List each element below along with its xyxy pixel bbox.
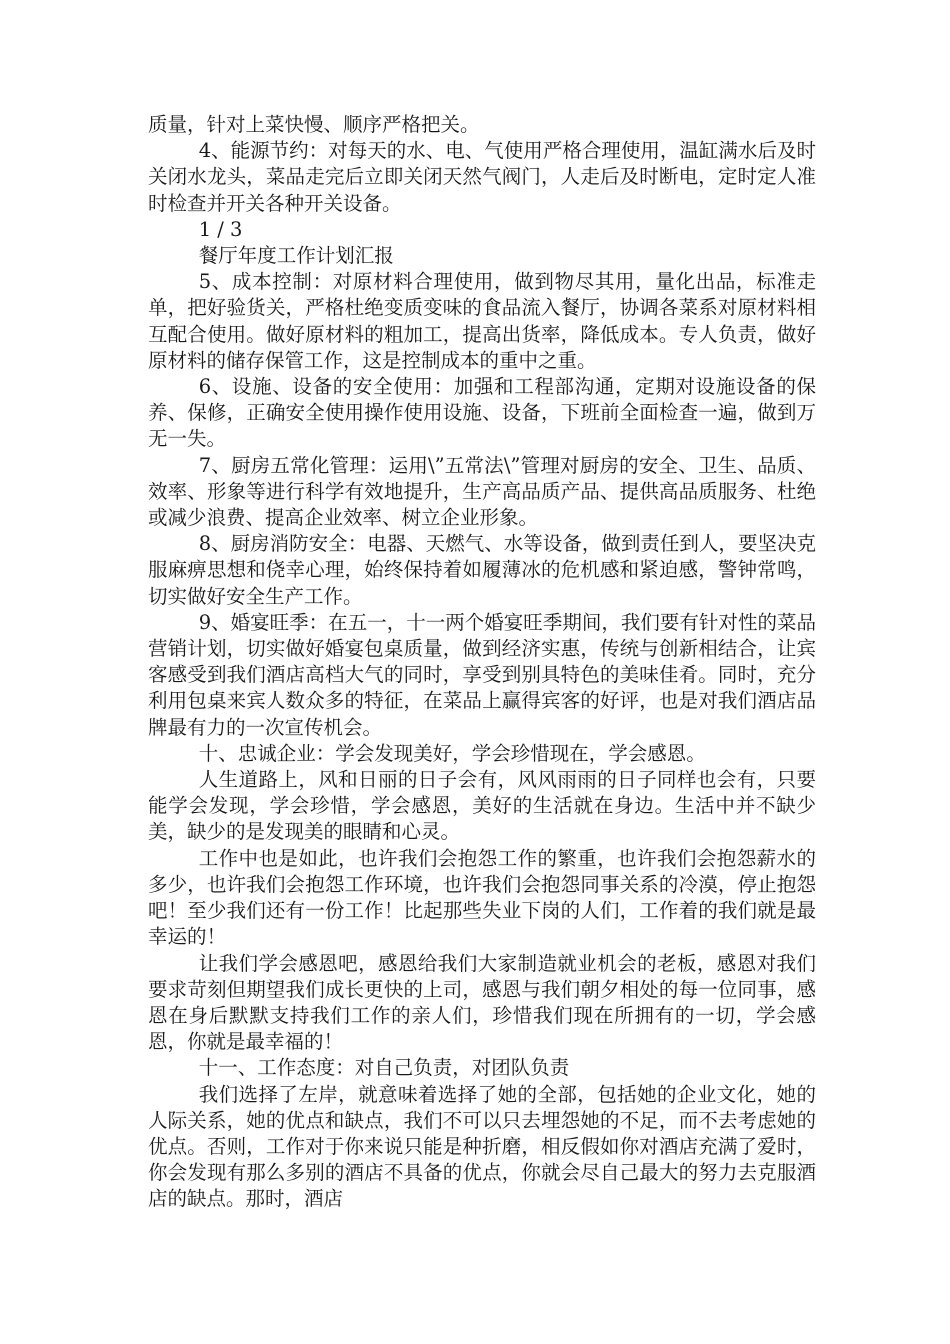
paragraph-fire-safety: 8、厨房消防安全：电器、天燃气、水等设备，做到责任到人，要坚决克服麻痹思想和侥幸心理，始终保持着如履薄冰的危机感和紧迫感，警钟常鸣，切实做好安全生产工作。 <box>148 532 816 608</box>
paragraph-work-complaints: 工作中也是如此，也许我们会抱怨工作的繁重，也许我们会抱怨薪水的多少，也许我们会抱怨工作环境，也许我们会抱怨同事关系的冷漠，停止抱怨吧！至少我们还有一份工作！比起那些失业下岗的人们，工作着的我们就是最幸运的！ <box>148 846 816 949</box>
paragraph-wedding-season: 9、婚宴旺季：在五一，十一两个婚宴旺季期间，我们要有针对性的菜品营销计划，切实做好婚宴包桌质量，做到经济实惠，传统与创新相结合，让宾客感受到我们酒店高档大气的同时，享受到别具特色的美味佳肴。同时，充分利用包桌来宾人数众多的特征，在菜品上赢得宾客的好评，也是对我们酒店品牌最有力的一次宣传机会。 <box>148 610 816 739</box>
document-title: 餐厅年度工作计划汇报 <box>198 244 394 268</box>
paragraph-quality-tail: 质量，针对上菜快慢、顺序严格把关。 <box>148 113 480 136</box>
paragraph-loyalty: 十、忠诚企业：学会发现美好，学会珍惜现在，学会感恩。 <box>198 741 706 765</box>
paragraph-kitchen-5s: 7、厨房五常化管理：运用\”五常法\”管理对厨房的安全、卫生、品质、效率、形象等进行科学有效地提升，生产高品质产品、提供高品质服务、杜绝或减少浪费、提高企业效率、树立企业形象。 <box>148 453 816 530</box>
paragraph-work-attitude: 十一、工作态度：对自己负责，对团队负责 <box>198 1056 570 1080</box>
paragraph-cost-control: 5、成本控制：对原材料合理使用，做到物尽其用，量化出品，标准走单，把好验货关，严格杜绝变质变味的食品流入餐厅，协调各菜系对原材料相互配合使用。做好原材料的粗加工，提高出货率，降低成本。专人负责，做好原材料的储存保管工作，这是控制成本的重中之重。 <box>148 270 816 372</box>
page-number: 1 / 3 <box>198 217 243 241</box>
paragraph-choice: 我们选择了左岸，就意味着选择了她的全部，包括她的企业文化，她的人际关系，她的优点和缺点，我们不可以只去埋怨她的不足，而不去考虑她的优点。否则，工作对于你来说只能是种折磨，相反假如你对酒店充满了爱时，你会发现有那么多别的酒店不具备的优点，你就会尽自己最大的努力去克服酒店的缺点。那时，酒店 <box>148 1082 816 1211</box>
paragraph-gratitude: 让我们学会感恩吧，感恩给我们大家制造就业机会的老板，感恩对我们要求苛刻但期望我们成长更快的上司，感恩与我们朝夕相处的每一位同事，感恩在身后默默支持我们工作的亲人们，珍惜我们现在所拥有的一切，学会感恩，你就是最幸福的！ <box>148 951 816 1054</box>
document-page <box>148 112 816 1213</box>
paragraph-life-road: 人生道路上，风和日丽的日子会有，风风雨雨的日子同样也会有，只要能学会发现，学会珍惜，学会感恩，美好的生活就在身边。生活中并不缺少美，缺少的是发现美的眼睛和心灵。 <box>148 768 816 844</box>
paragraph-facility-safety: 6、设施、设备的安全使用：加强和工程部沟通，定期对设施设备的保养、保修，正确安全使用操作使用设施、设备，下班前全面检查一遍，做到万无一失。 <box>148 375 816 451</box>
paragraph-energy-saving: 4、能源节约：对每天的水、电、气使用严格合理使用，温缸满水后及时关闭水龙头，菜品走完后立即关闭天然气阀门，人走后及时断电，定时定人准时检查并开关各种开关设备。 <box>148 139 816 215</box>
